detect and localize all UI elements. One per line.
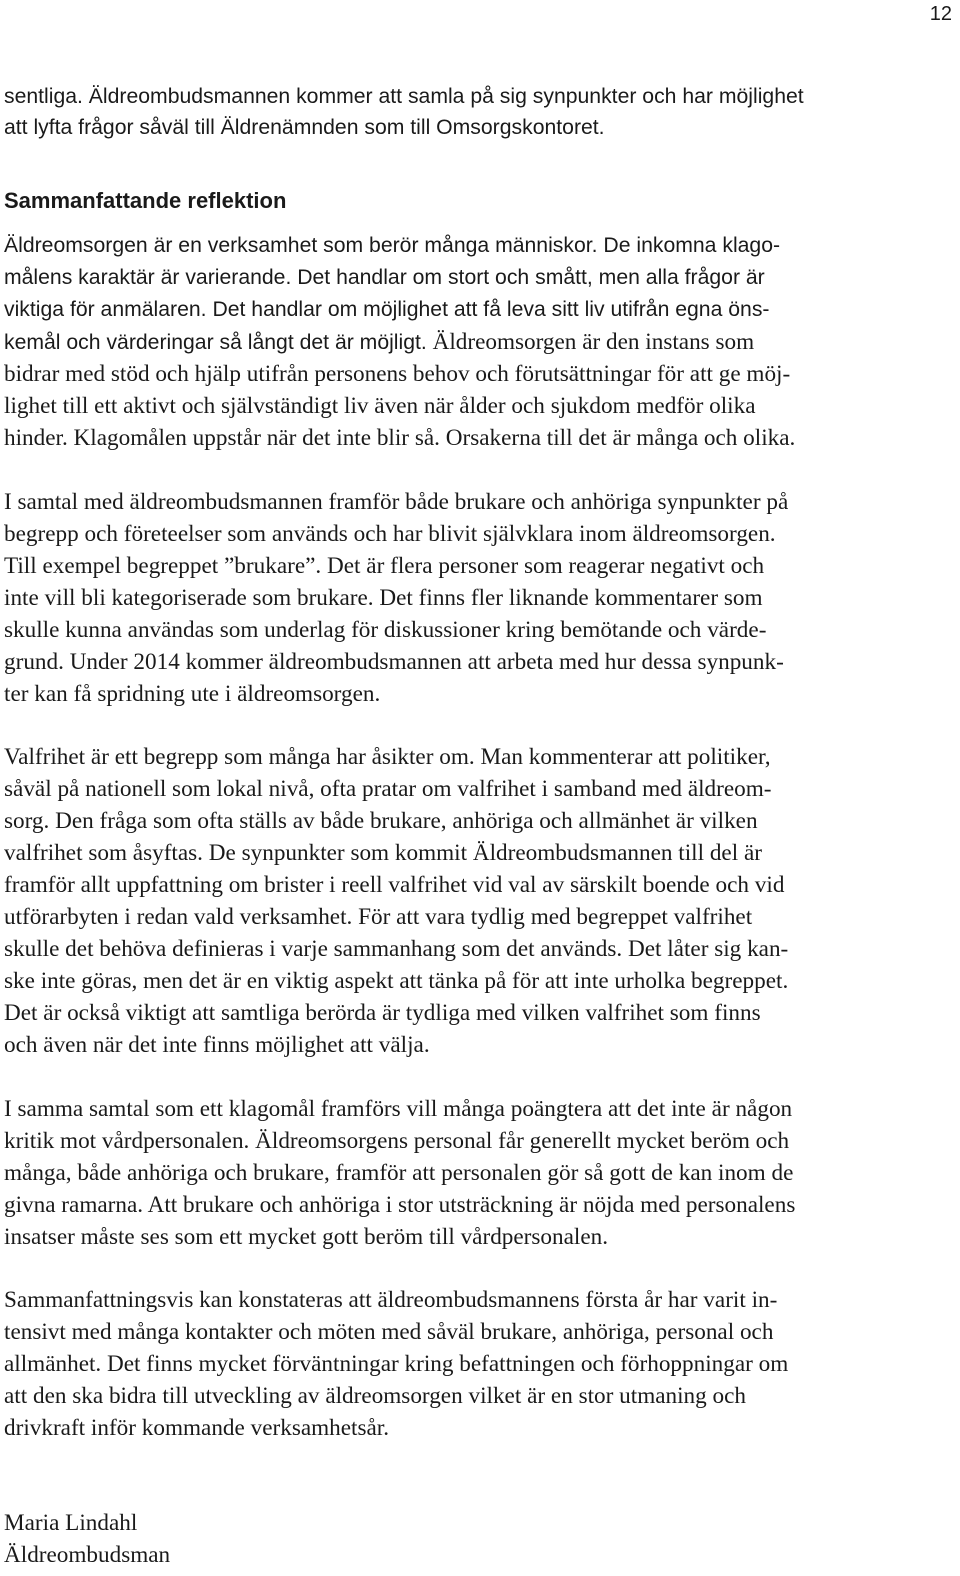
text-line: drivkraft inför kommande verksamhetsår. xyxy=(4,1415,390,1441)
text-line: målens karaktär är varierande. Det handlar om stort och smått, men alla frågor är xyxy=(4,266,765,289)
text-line: givna ramarna. Att brukare och anhöriga i stor utsträckning är nöjda med personalens xyxy=(4,1192,796,1218)
text-line: begrepp och företeelser som används och har blivit självklara inom äldreomsorgen. xyxy=(4,521,776,547)
text-line: sentliga. Äldreombudsmannen kommer att samla på sig synpunkter och har möjlighet xyxy=(4,85,804,108)
text-line: framför allt uppfattning om brister i reell valfrihet vid val av särskilt boende och vid xyxy=(4,872,785,898)
text-line: skulle det behöva definieras i varje sammanhang som det används. Det låter sig kan- xyxy=(4,936,789,962)
text-line: kritik mot vårdpersonalen. Äldreomsorgens personal får generellt mycket beröm och xyxy=(4,1128,790,1154)
text-line xyxy=(4,327,754,358)
text-line: inte vill bli kategoriserade som brukare. Det finns fler liknande kommentarer som xyxy=(4,585,763,611)
text-line: allmänhet. Det finns mycket förväntningar kring befattningen och förhoppningar om xyxy=(4,1351,789,1377)
text-line: Till exempel begreppet ”brukare”. Det är flera personer som reagerar negativt och xyxy=(4,553,765,579)
text-segment-sans: kemål och värderingar så långt det är möjligt. xyxy=(4,331,427,354)
text-line: grund. Under 2014 kommer äldreombudsmannen att arbeta med hur dessa synpunk- xyxy=(4,649,784,675)
text-line: såväl på nationell som lokal nivå, ofta pratar om valfrihet i samband med äldreom- xyxy=(4,776,772,802)
text-line: ter kan få spridning ute i äldreomsorgen. xyxy=(4,681,381,707)
text-line: Äldreomsorgen är en verksamhet som berör många människor. De inkomna klago- xyxy=(4,234,781,257)
text-line: skulle kunna användas som underlag för diskussioner kring bemötande och värde- xyxy=(4,617,767,643)
section-heading: Sammanfattande reflektion xyxy=(4,188,287,213)
text-line: viktiga för anmälaren. Det handlar om möjlighet att få leva sitt liv utifrån egna öns- xyxy=(4,298,770,321)
text-line: utförarbyten i redan vald verksamhet. För att vara tydlig med begreppet valfrihet xyxy=(4,904,753,930)
text-line: och även när det inte finns möjlighet att välja. xyxy=(4,1032,430,1058)
text-line: I samma samtal som ett klagomål framförs vill många poängtera att det inte är någon xyxy=(4,1096,793,1122)
text-line: hinder. Klagomålen uppstår när det inte blir så. Orsakerna till det är många och olika. xyxy=(4,425,796,451)
text-line: I samtal med äldreombudsmannen framför både brukare och anhöriga synpunkter på xyxy=(4,489,789,515)
text-line: tensivt med många kontakter och möten med såväl brukare, anhöriga, personal och xyxy=(4,1319,774,1345)
text-line: att den ska bidra till utveckling av äldreomsorgen vilket är en stor utmaning och xyxy=(4,1383,747,1409)
text-line: Sammanfattningsvis kan konstateras att äldreombudsmannens första år har varit in- xyxy=(4,1287,778,1313)
signature-title: Äldreombudsman xyxy=(4,1542,171,1568)
text-line: bidrar med stöd och hjälp utifrån personens behov och förutsättningar för att ge möj- xyxy=(4,361,791,387)
signature-name: Maria Lindahl xyxy=(4,1510,138,1536)
text-line: insatser måste ses som ett mycket gott beröm till vårdpersonalen. xyxy=(4,1224,609,1250)
text-line: Det är också viktigt att samtliga berörda är tydliga med vilken valfrihet som finns xyxy=(4,1000,761,1026)
page-number: 12 xyxy=(929,3,952,25)
text-line: att lyfta frågor såväl till Äldrenämnden som till Omsorgskontoret. xyxy=(4,116,605,139)
text-line: ske inte göras, men det är en viktig aspekt att tänka på för att inte urholka begreppet. xyxy=(4,968,789,994)
text-line: valfrihet som åsyftas. De synpunkter som kommit Äldreombudsmannen till del är xyxy=(4,840,762,866)
text-line: många, både anhöriga och brukare, framför att personalen gör så gott de kan inom de xyxy=(4,1160,794,1186)
text-line: lighet till ett aktivt och självständigt liv även när ålder och sjukdom medför olika xyxy=(4,393,756,419)
text-line: sorg. Den fråga som ofta ställs av både brukare, anhöriga och allmänhet är vilken xyxy=(4,808,758,834)
text-line: Valfrihet är ett begrepp som många har åsikter om. Man kommenterar att politiker, xyxy=(4,744,771,770)
text-segment-serif: Äldreomsorgen är den instans som xyxy=(426,329,755,355)
